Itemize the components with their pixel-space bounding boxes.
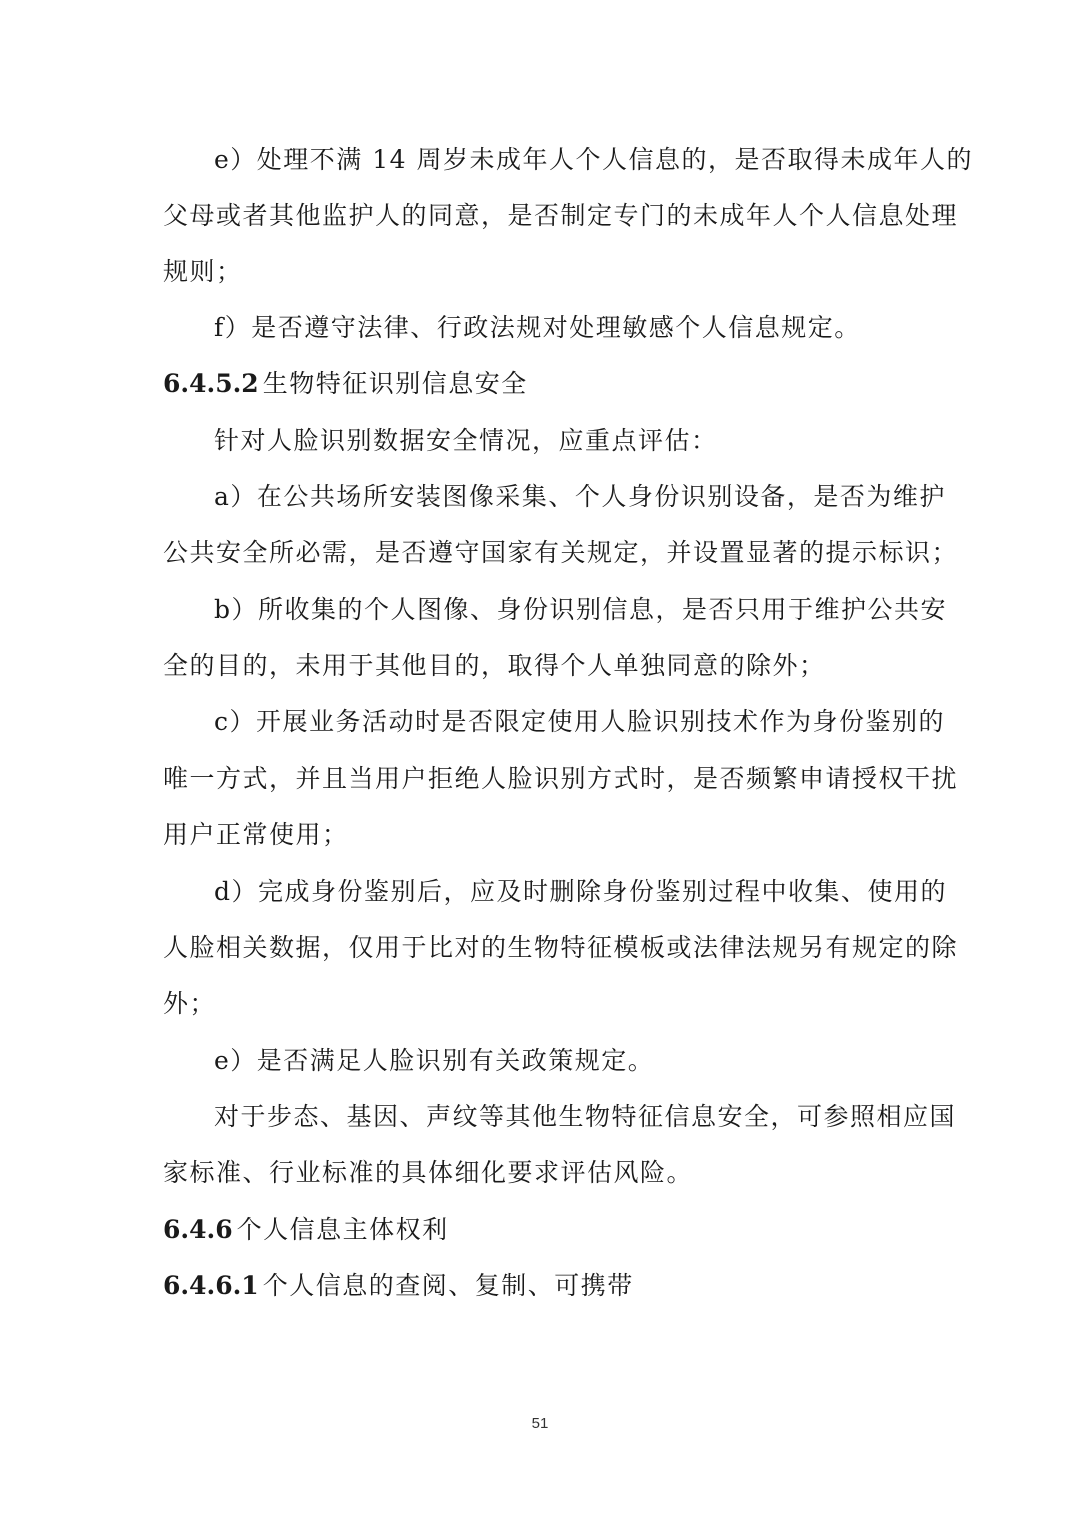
paragraph-b-line-2: 全的目的，未用于其他目的，取得个人单独同意的除外； — [163, 651, 826, 680]
section-heading-6-4-5-2 — [163, 368, 923, 400]
paragraph-a-line-1: a）在公共场所安装图像采集、个人身份识别设备，是否为维护 — [214, 482, 946, 511]
section-number: 6.4.5.2 — [163, 369, 259, 398]
section-number: 6.4.6 — [163, 1215, 233, 1244]
paragraph-c-line-2: 唯一方式，并且当用户拒绝人脸识别方式时，是否频繁申请授权干扰 — [163, 764, 959, 793]
paragraph-d-line-1: d）完成身份鉴别后，应及时删除身份鉴别过程中收集、使用的 — [214, 877, 948, 906]
paragraph-a-line-2: 公共安全所必需，是否遵守国家有关规定，并设置显著的提示标识； — [163, 538, 959, 567]
section-heading-6-4-6 — [163, 1214, 923, 1246]
paragraph-c-line-3: 用户正常使用； — [163, 820, 349, 849]
paragraph-other-biometrics-line-1: 对于步态、基因、声纹等其他生物特征信息安全，可参照相应国 — [214, 1102, 957, 1131]
paragraph-c-line-1: c）开展业务活动时是否限定使用人脸识别技术作为身份鉴别的 — [214, 707, 946, 736]
paragraph-e-minors-line-3: 规则； — [163, 257, 243, 286]
section-title: 个人信息主体权利 — [236, 1215, 449, 1244]
section-heading-6-4-6-1 — [163, 1270, 923, 1302]
paragraph-f-sensitive-info: f）是否遵守法律、行政法规对处理敏感个人信息规定。 — [214, 313, 861, 342]
paragraph-d-line-3: 外； — [163, 989, 217, 1018]
paragraph-e-policy: e）是否满足人脸识别有关政策规定。 — [214, 1046, 655, 1075]
paragraph-b-line-1: b）所收集的个人图像、身份识别信息，是否只用于维护公共安 — [214, 595, 948, 624]
section-number: 6.4.6.1 — [163, 1271, 259, 1300]
page-number: 51 — [531, 1415, 549, 1432]
paragraph-e-minors-line-1: e）处理不满 14 周岁未成年人个人信息的，是否取得未成年人的 — [214, 145, 974, 174]
paragraph-e-minors-line-2: 父母或者其他监护人的同意，是否制定专门的未成年人个人信息处理 — [163, 201, 959, 230]
paragraph-d-line-2: 人脸相关数据，仅用于比对的生物特征模板或法律法规另有规定的除 — [163, 933, 959, 962]
paragraph-other-biometrics-line-2: 家标准、行业标准的具体细化要求评估风险。 — [163, 1158, 694, 1187]
section-title: 个人信息的查阅、复制、可携带 — [262, 1271, 634, 1300]
paragraph-face-recognition-intro: 针对人脸识别数据安全情况，应重点评估： — [214, 426, 718, 455]
section-title: 生物特征识别信息安全 — [262, 369, 528, 398]
